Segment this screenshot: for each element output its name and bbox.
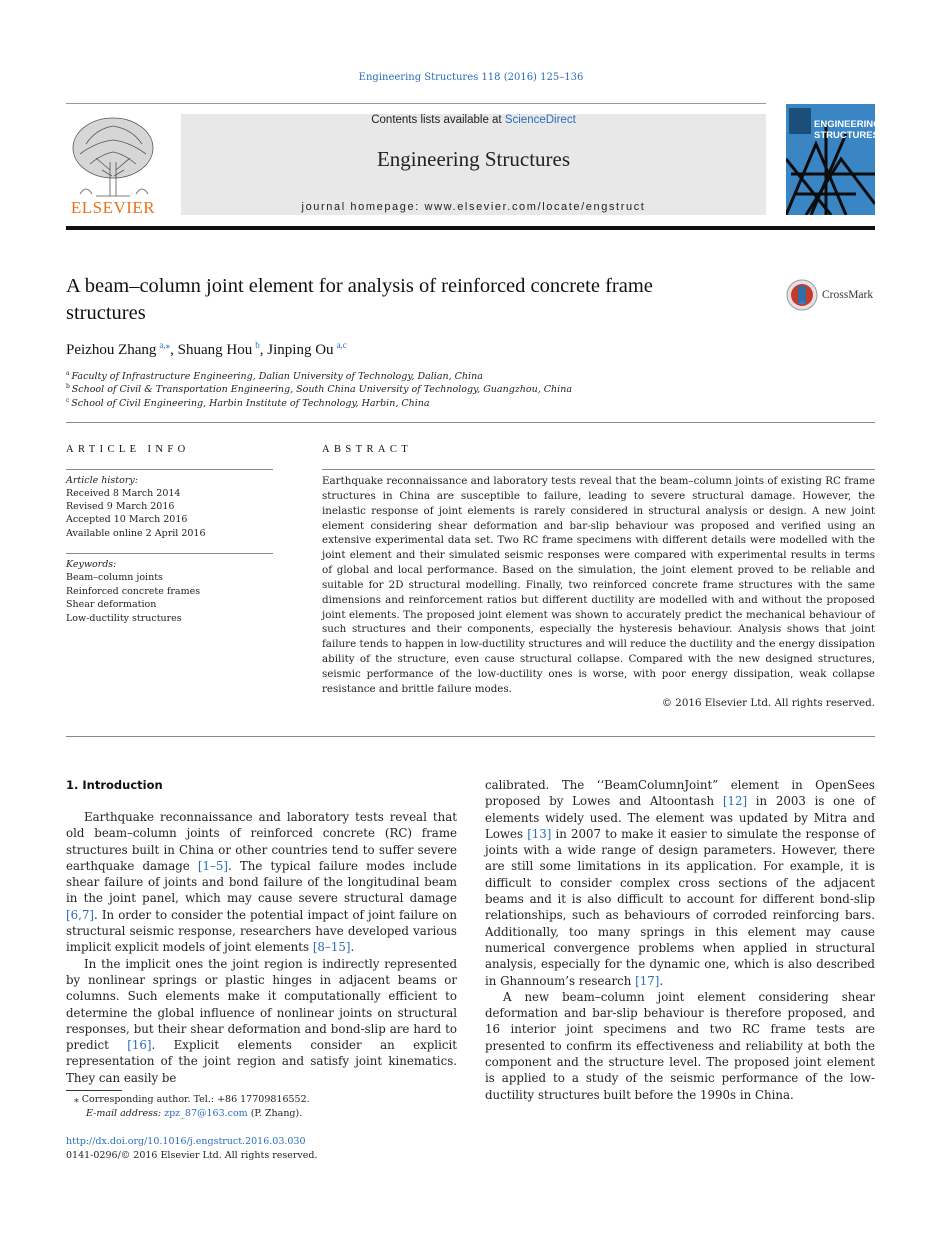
corresponding-author-note: ⁎ Corresponding author. Tel.: +86 17709816552. <box>74 1094 310 1105</box>
email-note <box>86 1108 302 1119</box>
citation-link[interactable]: [16] <box>127 1038 152 1053</box>
body-text: in 2003 is one of elements widely used. The element was updated by Mitra and Lowes <box>485 794 876 841</box>
keyword: Beam–column joints <box>66 572 163 583</box>
paragraph <box>66 956 457 1086</box>
keyword: Low-ductility structures <box>66 613 182 624</box>
affiliation-text: School of Civil Engineering, Harbin Institute of Technology, Harbin, China <box>71 398 430 410</box>
author-superscript[interactable]: a,c <box>336 340 347 350</box>
article-info-rule <box>66 469 273 470</box>
footnote-rule <box>66 1090 122 1091</box>
author-name[interactable]: Peizhou Zhang <box>66 342 157 358</box>
body-rule <box>66 736 875 737</box>
header-rule <box>66 103 766 104</box>
article-title-line1: A beam–column joint element for analysis of reinforced concrete frame <box>66 275 653 297</box>
section-rule <box>66 422 875 423</box>
doi-text[interactable]: http://dx.doi.org/10.1016/j.engstruct.2016.03.030 <box>66 1136 306 1147</box>
contents-prefix: Contents lists available at <box>371 114 505 126</box>
body-text: calibrated. The ‘‘BeamColumnJoint” element in OpenSees proposed by Lowes and Altoontash <box>485 778 875 809</box>
email-suffix: (P. Zhang). <box>247 1108 303 1119</box>
issn-line: 0141-0296/© 2016 Elsevier Ltd. All rights reserved. <box>66 1150 318 1161</box>
affiliation <box>66 383 572 395</box>
author-name[interactable]: Jinping Ou <box>267 342 334 358</box>
body-text: Earthquake reconnaissance and laboratory tests reveal that old beam–column joints of reinforced concrete (RC) frame structures built in China or other countries tend to suffer severe earthquake damage <box>66 810 457 873</box>
citation-link[interactable]: [6,7] <box>66 907 94 922</box>
email-link[interactable]: zpz_87@163.com <box>164 1108 248 1119</box>
body-text: . In order to consider the potential impact of joint failure on structural seismic response, researchers have developed various implicit explicit models of joint elements <box>66 907 457 955</box>
keywords-rule <box>66 553 273 554</box>
citation-link[interactable]: [17] <box>635 973 660 988</box>
sciencedirect-link[interactable]: ScienceDirect <box>504 114 576 126</box>
author-list: Peizhou Zhang $^{a,⁎}$, Shuang Hou $^b$, Jinping Ou $^{a,c}$ <box>66 340 347 358</box>
cover-title-line1: ENGINEERING <box>814 119 881 130</box>
body-text: . <box>350 940 355 955</box>
paragraph: A new beam–column joint element considering shear deformation and bar-slip behaviour is therefore proposed, and 16 interior joint specimens and two RC frame tests are presented to confirm its effectiveness and reliability at both the component and the structure level. The proposed joint element is applied to a study of the seismic performance of the low-ductility structures built before the 1990s in China. <box>485 989 875 1102</box>
affiliation <box>66 370 483 382</box>
author-name[interactable]: Shuang Hou <box>177 342 253 358</box>
author-superscript[interactable]: b <box>255 340 260 350</box>
affiliation-mark: a <box>66 370 70 377</box>
affiliation-text: School of Civil & Transportation Engineering, South China University of Technology, Guangzhou, China <box>71 384 572 396</box>
citation-link[interactable]: [13] <box>527 826 552 841</box>
affiliation-mark: b <box>66 383 70 390</box>
elsevier-wordmark: ELSEVIER <box>70 198 156 217</box>
abstract-rule <box>322 469 875 470</box>
right-column <box>485 777 875 1103</box>
contents-line <box>181 114 766 126</box>
abstract-copyright: © 2016 Elsevier Ltd. All rights reserved. <box>661 697 875 709</box>
history-item: Accepted 10 March 2016 <box>66 514 188 525</box>
body-text: In the implicit ones the joint region is indirectly represented by nonlinear springs or plastic hinges in adjacent beams or columns. Such elements make it computationally efficient to determine the global influence of nonlinear joints on structural responses, but their shear deformation and bond-slip are hard to predict <box>66 956 457 1053</box>
citation-link[interactable]: [8–15] <box>312 940 351 955</box>
history-item: Received 8 March 2014 <box>66 488 181 499</box>
keyword: Reinforced concrete frames <box>66 586 201 597</box>
cover-title-line2: STRUCTURES <box>814 130 879 141</box>
journal-name: Engineering Structures <box>376 147 571 171</box>
history-label: Article history: <box>66 475 138 486</box>
abstract-text: Earthquake reconnaissance and laboratory tests reveal that the beam–column joints of existing RC frame structures in China are susceptible to failure, leading to severe structural damage. However, the inelastic response of joint elements is rarely considered in structural analysis or design. A new joint element considering shear deformation and bar-slip behaviour was proposed and verified using an extensive experimental data set. Two RC frame specimens with different details were modelled with the joint element and their simulated seismic responses were compared with experimental results in terms of global and local performance. Based on the simulation, the joint element proved to be reliable and suitable for 2D structural modelling. Finally, two reinforced concrete frame structures with the same dimensions and reinforcement ratios but different ductility are modelled with and without the proposed joint elements. The proposed joint element was shown to accurately predict the mechanical behaviour of such structures and their components, especially the hysteresis behaviour. Analysis shows that joint failure tends to happen in low-ductility structures and will reduce the ductility and the energy dissipation ability of the structure, even cause structural collapse. Compared with the new designed structures, seismic performance of the low-ductility ones is worse, with poor energy dissipation, weak collapse resistance and brittle failure modes. <box>322 475 875 695</box>
body-text: in 2007 to make it easier to simulate the response of joints with a wide range of design parameters. However, there are still some limitations in its application. For example, it is difficult to consider complex cross sections of the adjacent beams and it is also difficult to account for different bond-slip relationships, such as behaviours of corroded reinforcing bars. Additionally, too many springs in this element may cause numerical convergence problems when applied in structural analysis, especially for the dynamic one, which is also described in Ghannoum’s research <box>485 826 875 988</box>
masthead-thick-rule <box>66 226 875 230</box>
body-text: . Explicit elements consider an explicit representation of the joint region and satisfy joint kinematics. They can easily be <box>66 1038 457 1085</box>
keywords-label: Keywords: <box>66 559 117 570</box>
history-item: Revised 9 March 2016 <box>66 501 175 512</box>
paragraph <box>485 777 875 989</box>
author-superscript[interactable]: a,⁎ <box>159 340 171 350</box>
paragraph <box>66 809 457 956</box>
left-column <box>66 809 457 1086</box>
article-info-heading: ARTICLE INFO <box>66 444 190 455</box>
article-title <box>66 273 776 327</box>
citation-link[interactable]: [1–5] <box>197 858 229 873</box>
keyword: Shear deformation <box>66 599 157 610</box>
affiliation-mark: c <box>66 397 70 404</box>
history-item: Available online 2 April 2016 <box>66 528 206 539</box>
affiliation <box>66 397 430 409</box>
introduction-heading: 1. Introduction <box>66 778 163 792</box>
article-title-line2: structures <box>66 302 146 324</box>
citation-link[interactable]: [12] <box>722 794 748 809</box>
email-label: E-mail address: <box>86 1108 165 1119</box>
cover-title <box>814 119 881 141</box>
body-text: . The typical failure modes include shear failure of joints and bond failure of the longitudinal beam in the joint panel, which may cause severe structural damage <box>66 858 457 906</box>
crossmark-label[interactable]: CrossMark <box>822 289 874 301</box>
journal-homepage[interactable]: journal homepage: www.elsevier.com/locate/engstruct <box>301 201 646 213</box>
doi-link[interactable] <box>66 1136 306 1147</box>
abstract-heading: ABSTRACT <box>322 444 413 455</box>
journal-reference[interactable]: Engineering Structures 118 (2016) 125–136 <box>358 72 584 83</box>
body-text: . <box>659 973 664 988</box>
affiliation-text: Faculty of Infrastructure Engineering, Dalian University of Technology, Dalian, China <box>71 371 483 383</box>
crossmark-icon[interactable] <box>786 279 818 311</box>
